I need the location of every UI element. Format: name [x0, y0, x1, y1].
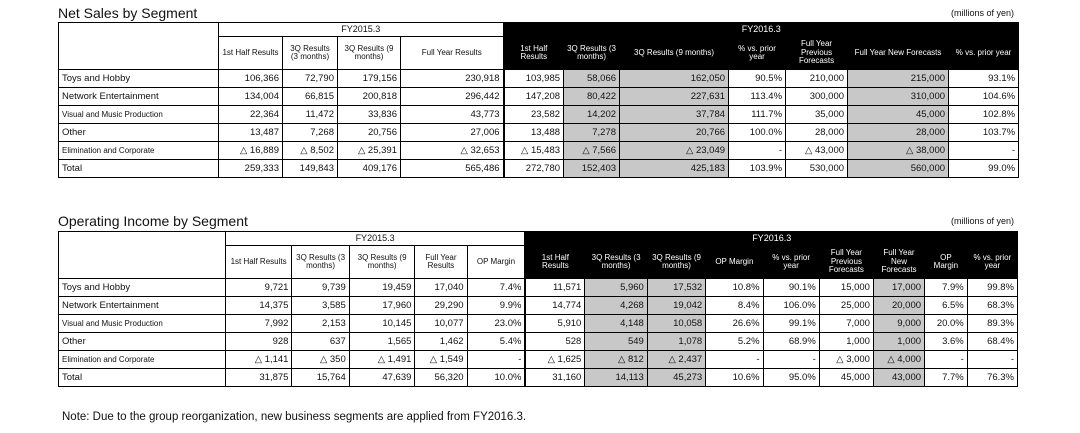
- table-cell: -: [925, 351, 968, 369]
- table-cell: 28,000: [786, 124, 848, 142]
- table-cell: 22,364: [219, 106, 283, 124]
- table-cell: 33,836: [338, 106, 401, 124]
- table-row: [59, 70, 1019, 88]
- table-cell: 25,000: [819, 297, 873, 315]
- table-cell: 23.0%: [467, 315, 525, 333]
- table-cell: 17,532: [647, 279, 705, 297]
- table-cell: △ 32,653: [401, 142, 504, 160]
- table-row: [59, 142, 1019, 160]
- column-header: Full Year New Forecasts: [848, 37, 949, 70]
- net-sales-section: [58, 4, 1018, 204]
- table-cell: 5,960: [585, 279, 648, 297]
- operating-income-table: [58, 231, 1018, 387]
- table-cell: △ 16,889: [219, 142, 283, 160]
- table-cell: 9,739: [292, 279, 349, 297]
- table-cell: 14,375: [225, 297, 292, 315]
- table-cell: 1,462: [415, 333, 467, 351]
- table-cell: 10.0%: [467, 369, 525, 387]
- table-cell: 20.0%: [925, 315, 968, 333]
- table-cell: △ 1,549: [415, 351, 467, 369]
- table-cell: 7.9%: [925, 279, 968, 297]
- table-cell: △ 1,491: [349, 351, 415, 369]
- segment-label: Visual and Music Production: [59, 106, 219, 124]
- segment-label: Other: [59, 124, 219, 142]
- column-header: OP Margin: [706, 246, 763, 279]
- table-cell: -: [467, 351, 525, 369]
- table-cell: 11,472: [283, 106, 338, 124]
- table-cell: 14,113: [585, 369, 648, 387]
- table-cell: 11,571: [525, 279, 584, 297]
- table-cell: 13,488: [504, 124, 564, 142]
- table-cell: 8.4%: [706, 297, 763, 315]
- table-cell: 15,764: [292, 369, 349, 387]
- table-cell: 43,773: [401, 106, 504, 124]
- table-cell: 300,000: [786, 88, 848, 106]
- table-cell: 149,843: [283, 160, 338, 178]
- table-row: [59, 315, 1018, 333]
- column-header: 3Q Results (3 months): [292, 246, 349, 279]
- table-cell: △ 1,625: [525, 351, 584, 369]
- table-cell: -: [949, 142, 1019, 160]
- table-cell: △ 2,437: [647, 351, 705, 369]
- table-cell: 1,000: [819, 333, 873, 351]
- table-cell: 106.0%: [763, 297, 819, 315]
- table-cell: 227,631: [620, 88, 729, 106]
- table-cell: 409,176: [338, 160, 401, 178]
- table-cell: 7.7%: [925, 369, 968, 387]
- table-cell: 4,268: [585, 297, 648, 315]
- table-cell: 928: [225, 333, 292, 351]
- table-cell: 152,403: [564, 160, 620, 178]
- table-cell: 68.9%: [763, 333, 819, 351]
- table-cell: △ 1,141: [225, 351, 292, 369]
- table-cell: 3,585: [292, 297, 349, 315]
- table-cell: 200,818: [338, 88, 401, 106]
- table-cell: 14,202: [564, 106, 620, 124]
- table-cell: 89.3%: [967, 315, 1017, 333]
- column-header: 3Q Results (9 months): [349, 246, 415, 279]
- column-header: 3Q Results (3 months): [564, 37, 620, 70]
- table-cell: -: [729, 142, 786, 160]
- table-cell: 68.3%: [967, 297, 1017, 315]
- table-cell: 13,487: [219, 124, 283, 142]
- table-cell: 26.6%: [706, 315, 763, 333]
- operating-income-title: Operating Income by Segment: [58, 213, 248, 229]
- column-header: 1st Half Results: [525, 246, 584, 279]
- table-cell: 560,000: [848, 160, 949, 178]
- column-header: Full Year Results: [415, 246, 467, 279]
- table-cell: 31,875: [225, 369, 292, 387]
- table-cell: 530,000: [786, 160, 848, 178]
- table-cell: 3.6%: [925, 333, 968, 351]
- table-cell: 19,459: [349, 279, 415, 297]
- segment-label: Visual and Music Production: [59, 315, 226, 333]
- table-cell: 103.7%: [949, 124, 1019, 142]
- table-cell: 6.5%: [925, 297, 968, 315]
- table-cell: 10.6%: [706, 369, 763, 387]
- table-cell: 31,160: [525, 369, 584, 387]
- segment-label: Elimination and Corporate: [59, 351, 226, 369]
- table-cell: 103,985: [504, 70, 564, 88]
- table-cell: 1,078: [647, 333, 705, 351]
- table-cell: 17,000: [873, 279, 924, 297]
- table-cell: 17,960: [349, 297, 415, 315]
- table-cell: 103.9%: [729, 160, 786, 178]
- table-row: [59, 297, 1018, 315]
- segment-label: Elimination and Corporate: [59, 142, 219, 160]
- table-cell: 272,780: [504, 160, 564, 178]
- table-cell: 102.8%: [949, 106, 1019, 124]
- table-cell: 99.8%: [967, 279, 1017, 297]
- table-cell: △ 812: [585, 351, 648, 369]
- table-cell: 47,639: [349, 369, 415, 387]
- table-cell: 100.0%: [729, 124, 786, 142]
- column-header: Full Year Results: [401, 37, 504, 70]
- table-cell: 215,000: [848, 70, 949, 88]
- table-cell: 5.4%: [467, 333, 525, 351]
- column-header: 3Q Results (9 months): [647, 246, 705, 279]
- table-cell: 4,148: [585, 315, 648, 333]
- table-cell: 80,422: [564, 88, 620, 106]
- table-cell: 17,040: [415, 279, 467, 297]
- table-cell: △ 38,000: [848, 142, 949, 160]
- table-cell: 9,721: [225, 279, 292, 297]
- table-cell: 43,000: [873, 369, 924, 387]
- table-cell: 90.1%: [763, 279, 819, 297]
- table-cell: 230,918: [401, 70, 504, 88]
- table-cell: △ 15,483: [504, 142, 564, 160]
- column-header: 1st Half Results: [219, 37, 283, 70]
- segment-label: Network Entertainment: [59, 88, 219, 106]
- table-cell: 106,366: [219, 70, 283, 88]
- table-cell: 310,000: [848, 88, 949, 106]
- table-cell: 45,000: [848, 106, 949, 124]
- table-cell: 134,004: [219, 88, 283, 106]
- net-sales-title: Net Sales by Segment: [58, 5, 198, 21]
- table-cell: 259,333: [219, 160, 283, 178]
- table-cell: △ 350: [292, 351, 349, 369]
- segment-label: Other: [59, 333, 226, 351]
- segment-label: Toys and Hobby: [59, 279, 226, 297]
- table-row: [59, 124, 1019, 142]
- table-cell: -: [706, 351, 763, 369]
- segment-label: Toys and Hobby: [59, 70, 219, 88]
- table-cell: 7.4%: [467, 279, 525, 297]
- table-cell: 72,790: [283, 70, 338, 88]
- column-header: OP Margin: [925, 246, 968, 279]
- corner-cell: [59, 232, 226, 279]
- table-cell: 1,565: [349, 333, 415, 351]
- table-cell: 45,273: [647, 369, 705, 387]
- column-header: Full Year Previous Forecasts: [786, 37, 848, 70]
- table-cell: 68.4%: [967, 333, 1017, 351]
- table-cell: 19,042: [647, 297, 705, 315]
- corner-cell: [59, 23, 219, 70]
- net-sales-unit: (millions of yen): [950, 8, 1014, 18]
- column-header: % vs. prior year: [949, 37, 1019, 70]
- table-cell: 528: [525, 333, 584, 351]
- table-cell: 10.8%: [706, 279, 763, 297]
- net-sales-table: [58, 22, 1019, 178]
- table-cell: 7,268: [283, 124, 338, 142]
- table-cell: 9.9%: [467, 297, 525, 315]
- table-cell: -: [967, 351, 1017, 369]
- table-cell: 29,290: [415, 297, 467, 315]
- operating-income-section: [58, 212, 1018, 407]
- column-header: Full Year Previous Forecasts: [819, 246, 873, 279]
- column-header: 1st Half Results: [504, 37, 564, 70]
- table-cell: △ 25,391: [338, 142, 401, 160]
- table-cell: 10,145: [349, 315, 415, 333]
- table-cell: △ 8,502: [283, 142, 338, 160]
- table-cell: 99.0%: [949, 160, 1019, 178]
- table-cell: 7,000: [819, 315, 873, 333]
- table-row: [59, 333, 1018, 351]
- table-cell: 9,000: [873, 315, 924, 333]
- column-header: OP Margin: [467, 246, 525, 279]
- table-cell: 20,756: [338, 124, 401, 142]
- segment-label: Network Entertainment: [59, 297, 226, 315]
- table-cell: 637: [292, 333, 349, 351]
- table-cell: 10,077: [415, 315, 467, 333]
- column-header: 3Q Results (3 months): [585, 246, 648, 279]
- table-row: [59, 88, 1019, 106]
- table-row: [59, 351, 1018, 369]
- table-cell: 104.6%: [949, 88, 1019, 106]
- table-cell: 66,815: [283, 88, 338, 106]
- table-cell: 425,183: [620, 160, 729, 178]
- table-cell: 113.4%: [729, 88, 786, 106]
- footnote: Note: Due to the group reorganization, new business segments are applied from FY2016.3.: [62, 411, 527, 423]
- column-header: 1st Half Results: [225, 246, 292, 279]
- table-row: [59, 106, 1019, 124]
- column-header: % vs. prior year: [763, 246, 819, 279]
- table-cell: △ 7,566: [564, 142, 620, 160]
- table-cell: 5.2%: [706, 333, 763, 351]
- table-cell: 90.5%: [729, 70, 786, 88]
- table-cell: 35,000: [786, 106, 848, 124]
- table-cell: 147,208: [504, 88, 564, 106]
- table-cell: 56,320: [415, 369, 467, 387]
- table-cell: △ 23,049: [620, 142, 729, 160]
- table-cell: △ 3,000: [819, 351, 873, 369]
- table-cell: 14,774: [525, 297, 584, 315]
- table-cell: 20,766: [620, 124, 729, 142]
- table-cell: 28,000: [848, 124, 949, 142]
- table-cell: 296,442: [401, 88, 504, 106]
- table-cell: 76.3%: [967, 369, 1017, 387]
- table-cell: 20,000: [873, 297, 924, 315]
- segment-label: Total: [59, 369, 226, 387]
- table-cell: 58,066: [564, 70, 620, 88]
- column-header: Full Year New Forecasts: [873, 246, 924, 279]
- fy-cur-header: FY2016.3: [525, 232, 1017, 246]
- table-cell: 111.7%: [729, 106, 786, 124]
- fy-prev-header: FY2015.3: [225, 232, 525, 246]
- table-cell: 179,156: [338, 70, 401, 88]
- table-cell: 10,058: [647, 315, 705, 333]
- table-cell: △ 43,000: [786, 142, 848, 160]
- segment-label: Total: [59, 160, 219, 178]
- table-cell: 7,992: [225, 315, 292, 333]
- table-cell: 15,000: [819, 279, 873, 297]
- table-row: [59, 279, 1018, 297]
- table-cell: △ 4,000: [873, 351, 924, 369]
- table-cell: 2,153: [292, 315, 349, 333]
- column-header: 3Q Results (3 months): [283, 37, 338, 70]
- column-header: 3Q Results (9 months): [620, 37, 729, 70]
- table-row: [59, 369, 1018, 387]
- table-cell: 93.1%: [949, 70, 1019, 88]
- table-cell: 99.1%: [763, 315, 819, 333]
- table-cell: 27,006: [401, 124, 504, 142]
- fy-cur-header: FY2016.3: [504, 23, 1019, 37]
- fy-prev-header: FY2015.3: [219, 23, 504, 37]
- table-cell: 37,784: [620, 106, 729, 124]
- table-cell: 7,278: [564, 124, 620, 142]
- table-cell: 5,910: [525, 315, 584, 333]
- table-cell: 95.0%: [763, 369, 819, 387]
- table-cell: 1,000: [873, 333, 924, 351]
- table-cell: -: [763, 351, 819, 369]
- operating-income-unit: (millions of yen): [950, 216, 1014, 226]
- table-cell: 23,582: [504, 106, 564, 124]
- table-cell: 45,000: [819, 369, 873, 387]
- table-cell: 549: [585, 333, 648, 351]
- column-header: % vs. prior year: [967, 246, 1017, 279]
- column-header: % vs. prior year: [729, 37, 786, 70]
- table-cell: 162,050: [620, 70, 729, 88]
- table-cell: 210,000: [786, 70, 848, 88]
- table-row: [59, 160, 1019, 178]
- table-cell: 565,486: [401, 160, 504, 178]
- column-header: 3Q Results (9 months): [338, 37, 401, 70]
